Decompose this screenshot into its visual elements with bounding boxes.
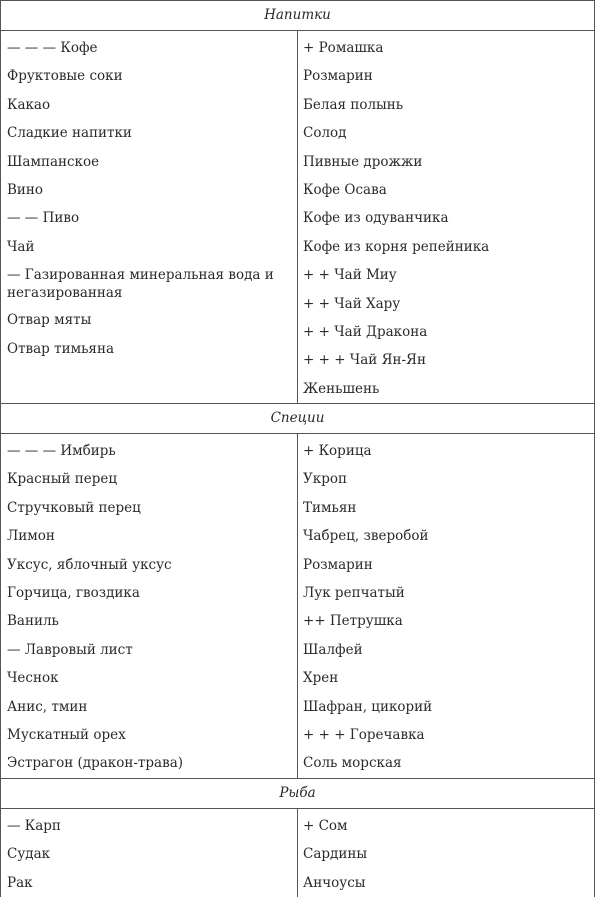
table-cell: Анис, тмин	[7, 698, 88, 715]
table-cell: Пивные дрожжи	[303, 153, 423, 170]
table-cell: Мускатный орех	[7, 726, 126, 743]
drinks-right-column	[298, 31, 594, 403]
table-cell: Фруктовые соки	[7, 68, 123, 85]
table-cell: Рак	[7, 874, 33, 891]
table-cell: — — Пиво	[7, 210, 80, 227]
table-cell: Розмарин	[303, 556, 373, 573]
table-cell: Красный перец	[7, 471, 118, 488]
table-cell: — — — Кофе	[7, 40, 98, 56]
table-cell: Шалфей	[303, 641, 363, 658]
table-cell: Чеснок	[7, 670, 59, 687]
fish-left-column	[1, 809, 298, 897]
table-cell: Солод	[303, 125, 347, 142]
table-cell: Уксус, яблочный уксус	[7, 556, 172, 573]
table-cell: Сардины	[303, 846, 368, 863]
section-header-spices: Специи	[1, 404, 594, 434]
table-cell: Ваниль	[7, 613, 59, 630]
fish-right-column	[298, 809, 594, 897]
table-cell: — Лавровый лист	[7, 641, 133, 658]
spices-left-column	[1, 434, 298, 778]
section-body-fish	[1, 809, 594, 897]
table-cell: Шампанское	[7, 153, 100, 170]
table-cell: Женьшень	[303, 380, 380, 397]
table-cell: Шафран, цикорий	[303, 698, 433, 715]
section-body-spices	[1, 434, 594, 779]
table-cell: Сладкие напитки	[7, 125, 132, 142]
table-cell: Эстрагон (дракон-трава)	[7, 755, 184, 772]
table-cell: Укроп	[303, 471, 347, 488]
table-cell: + Сом	[303, 817, 348, 834]
table-cell: + Ромашка	[303, 40, 384, 56]
table-cell: Тимьян	[303, 499, 357, 516]
table-cell: Отвар мяты	[7, 312, 92, 329]
table-cell: Чай	[7, 238, 35, 255]
table-cell: Вино	[7, 181, 44, 198]
table-cell: Отвар тимьяна	[7, 340, 114, 357]
table-cell: Стручковый перец	[7, 499, 141, 516]
table-cell: Анчоусы	[303, 874, 366, 891]
table-cell: Хрен	[303, 670, 339, 687]
table-cell: Лук репчатый	[303, 585, 405, 602]
table-cell: Чабрец, зверобой	[303, 528, 429, 545]
table-cell: Белая полынь	[303, 96, 404, 113]
section-header-drinks: Напитки	[1, 1, 594, 31]
section-header-fish: Рыба	[1, 779, 594, 809]
table-cell: Кофе из одуванчика	[303, 210, 449, 227]
table-cell: Кофе Осава	[303, 181, 387, 198]
table-cell: Соль морская	[303, 755, 402, 772]
table-cell: + + Чай Хару	[303, 295, 401, 312]
section-body-drinks	[1, 31, 594, 404]
table-cell: + + Чай Миу	[303, 267, 397, 284]
spices-right-column	[298, 434, 594, 778]
table-cell: + Корица	[303, 443, 372, 460]
table-cell: ++ Петрушка	[303, 613, 403, 630]
table-cell: — Газированная минеральная вода и негазированная	[7, 267, 274, 302]
table-cell: + + + Чай Ян-Ян	[303, 352, 426, 369]
table-cell: — Карп	[7, 817, 61, 834]
table-cell: + + + Горечавка	[303, 726, 425, 743]
table-cell: Судак	[7, 846, 51, 863]
table-cell: — — — Имбирь	[7, 443, 116, 460]
table-cell: Кофе из корня репейника	[303, 238, 490, 255]
table-cell: + + Чай Дракона	[303, 323, 428, 340]
table-cell: Горчица, гвоздика	[7, 585, 140, 602]
table-cell: Лимон	[7, 528, 55, 545]
table-cell: Розмарин	[303, 68, 373, 85]
table-cell: Какао	[7, 96, 51, 113]
drinks-left-column	[1, 31, 298, 403]
